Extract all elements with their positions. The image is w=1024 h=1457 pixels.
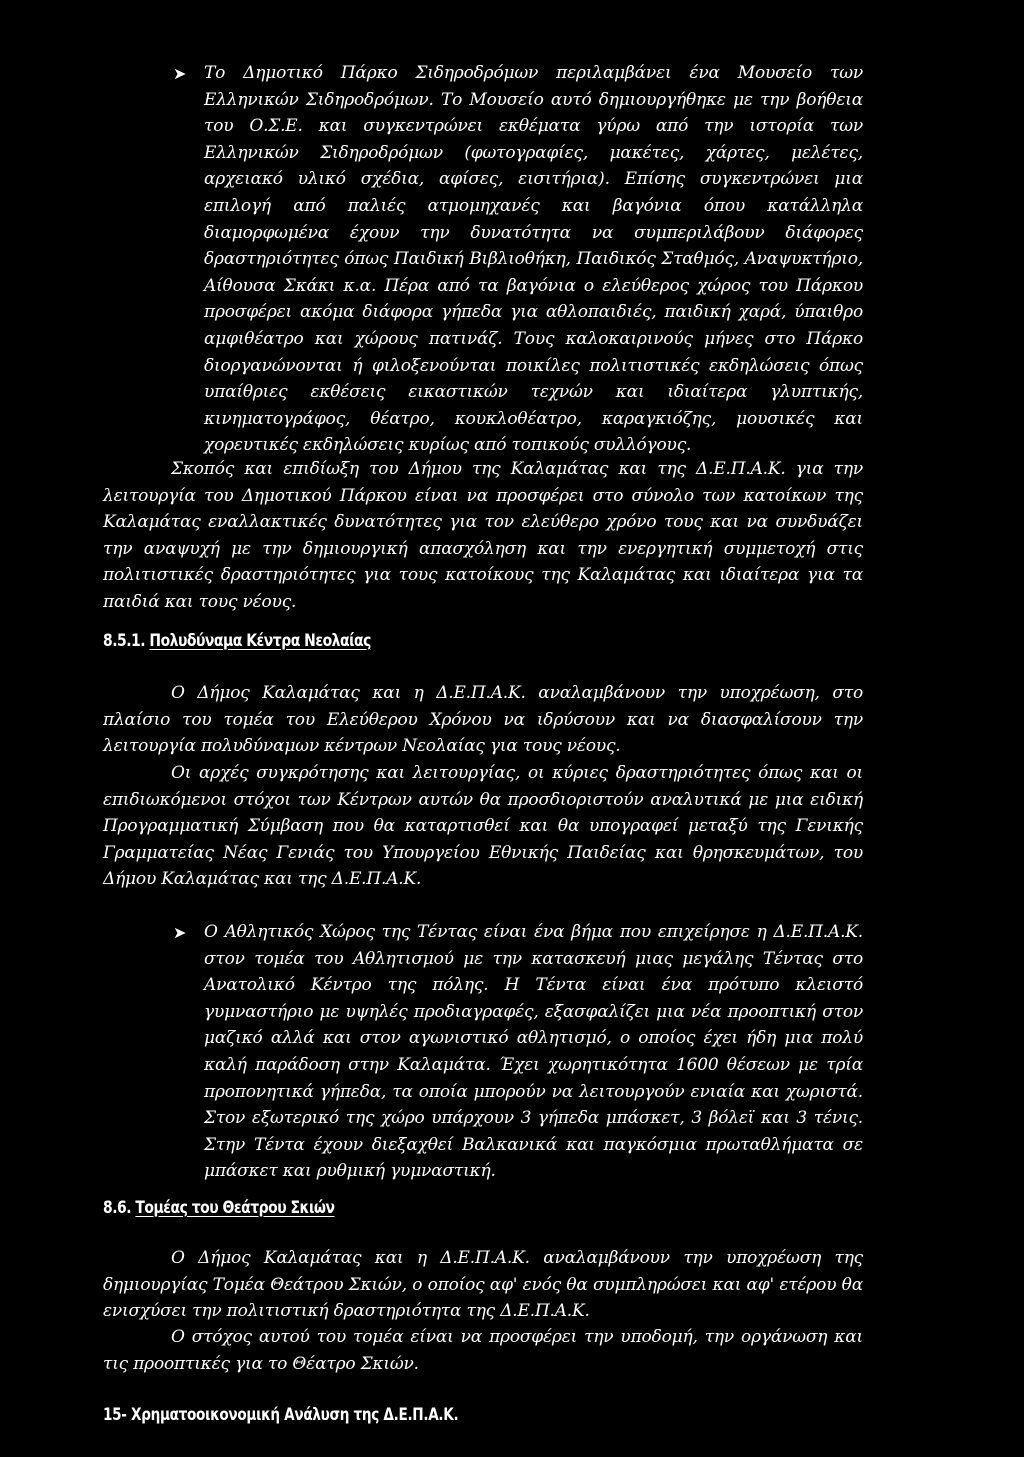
section-title: Τομέας του Θεάτρου Σκιών bbox=[135, 1198, 335, 1218]
arrow-bullet-icon: ➤ bbox=[173, 64, 187, 83]
section-number: 8.5.1. bbox=[103, 631, 146, 651]
shadow-theatre-paragraph: Ο Δήμος Καλαμάτας και η Δ.Ε.Π.Α.Κ. αναλαμβάνουν την υποχρέωση της δημιουργίας Τομέα Θεάτρου Σκιών, ο οποίος αφ' ενός θα συμπληρώσει και αφ' ετέρου θα ενισχύσει την πολιτιστική δραστηριότητα της Δ.Ε.Π.Α.Κ. bbox=[103, 1248, 863, 1322]
shadow-theatre-goal-paragraph: Ο στόχος αυτού του τομέα είναι να προσφέρει την υποδομή, την οργάνωση και τις προοπτικές για το Θέατρο Σκιών. bbox=[103, 1327, 863, 1374]
tent-sports-bullet-paragraph: Ο Αθλητικός Χώρος της Τέντας είναι ένα βήμα που επιχείρησε η Δ.Ε.Π.Α.Κ. στον τομέα του Αθλητισμού με την κατασκευή μιας μεγάλης Τέντας στο Ανατολικό Κέντρο της πόλης. Η Τέντα είναι ένα πρότυπο κλειστό γυμναστήριο με υψηλές προδιαγραφές, εξασφαλίζει μια νέα προοπτική στον μαζικό αλλά και στον αγωνιστικό αθλητισμό, ο οποίος έχει ήδη μια πολύ καλή παράδοση στην Καλαμάτα. Έχει χωρητικότητα 1600 θέσεων με τρία προπονητικά γήπεδα, τα οποία μπορούν να λειτουργούν ενιαία και χωριστά. Στον εξωτερικό της χώρο υπάρχουν 3 γήπεδα μπάσκετ, 3 βόλεϊ και 3 τένις. Στην Τέντα έχουν διεξαχθεί Βαλκανικά και παγκόσμια πρωταθλήματα σε μπάσκετ και ρυθμική γυμναστική. bbox=[204, 922, 863, 1182]
page-footer: 15- Χρηματοοικονομική Ανάλυση της Δ.Ε.Π.Α.Κ. bbox=[103, 1405, 459, 1425]
purpose-paragraph: Σκοπός και επιδίωξη του Δήμου της Καλαμάτας και της Δ.Ε.Π.Α.Κ. για την λειτουργία του Δημοτικού Πάρκου είναι να προσφέρει στο σύνολο των κατοίκων της Καλαμάτας εναλλακτικές δυνατότητες για τον ελεύθερο χρόνο τους και να συνδυάζει την αναψυχή με την δημιουργική απασχόληση και την ενεργητική συμμετοχή στις πολιτιστικές δραστηριότητες για τους κατοίκους της Καλαμάτας και ιδιαίτερα για τα παιδιά και τους νέους. bbox=[103, 459, 863, 612]
section-heading-8-5-1 bbox=[103, 631, 371, 651]
section-heading-8-6 bbox=[103, 1198, 335, 1218]
section-number: 8.6. bbox=[103, 1198, 132, 1218]
arrow-bullet-icon: ➤ bbox=[173, 923, 187, 942]
section-title: Πολυδύναμα Κέντρα Νεολαίας bbox=[149, 631, 371, 651]
youth-centers-principles-paragraph: Οι αρχές συγκρότησης και λειτουργίας, οι κύριες δραστηριότητες όπως και οι επιδιωκόμενοι στόχοι των Κέντρων αυτών θα προσδιοριστούν αναλυτικά με μια ειδική Προγραμματική Σύμβαση που θα καταρτισθεί και θα υπογραφεί μεταξύ της Γενικής Γραμματείας Νέας Γενιάς του Υπουργείου Εθνικής Παιδείας και θρησκευμάτων, του Δήμου Καλαμάτας και της Δ.Ε.Π.Α.Κ. bbox=[103, 763, 863, 890]
youth-centers-paragraph: Ο Δήμος Καλαμάτας και η Δ.Ε.Π.Α.Κ. αναλαμβάνουν την υποχρέωση, στο πλαίσιο του τομέα του Ελεύθερου Χρόνου να ιδρύσουν και να διασφαλίσουν την λειτουργία πολυδύναμων κέντρων Νεολαίας για τους νέους. bbox=[103, 683, 863, 757]
museum-bullet-paragraph: Το Δημοτικό Πάρκο Σιδηροδρόμων περιλαμβάνει ένα Μουσείο των Ελληνικών Σιδηροδρόμων. Το Μουσείο αυτό δημιουργήθηκε με την βοήθεια του Ο.Σ.Ε. και συγκεντρώνει εκθέματα γύρω από την ιστορία των Ελληνικών Σιδηροδρόμων (φωτογραφίες, μακέτες, χάρτες, μελέτες, αρχειακό υλικό σχέδια, αφίσες, εισιτήρια). Επίσης συγκεντρώνει μια επιλογή από παλιές ατμομηχανές και βαγόνια όπου κατάλληλα διαμορφωμένα έχουν την δυνατότητα να συμπεριλάβουν διάφορες δραστηριότητες όπως Παιδική Βιβλιοθήκη, Παιδικός Σταθμός, Αναψυκτήριο, Αίθουσα Σκάκι κ.α. Πέρα από τα βαγόνια ο ελεύθερος χώρος του Πάρκου προσφέρει ακόμα διάφορα γήπεδα για αθλοπαιδιές, παιδική χαρά, ύπαιθρο αμφιθέατρο και χώρους πατινάζ. Τους καλοκαιρινούς μήνες στο Πάρκο διοργανώνονται ή φιλοξενούνται ποικίλες πολιτιστικές εκδηλώσεις όπως υπαίθριες εκθέσεις εικαστικών τεχνών και ιδιαίτερα γλυπτικής, κινηματογράφος, θέατρο, κουκλοθέατρο, καραγκιόζης, μουσικές και χορευτικές εκδηλώσεις κυρίως από τοπικούς συλλόγους. bbox=[204, 63, 863, 456]
